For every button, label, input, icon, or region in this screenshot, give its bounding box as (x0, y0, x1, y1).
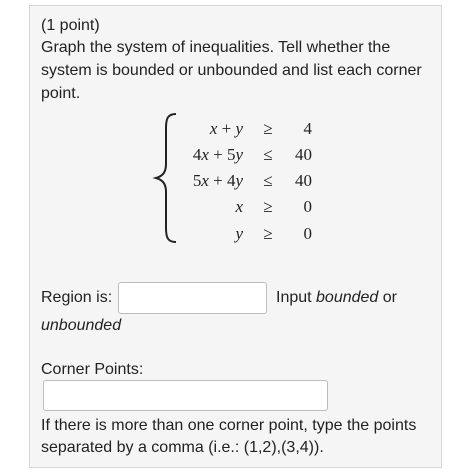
inequality-2-lhs: 4x + 5y (192, 145, 243, 164)
region-label: Region is: (41, 289, 113, 306)
inequality-5-rhs: 0 (303, 224, 312, 243)
prompt-line-1: Graph the system of inequalities. Tell whether the (41, 39, 391, 56)
inequality-2-rhs: 40 (295, 145, 312, 164)
region-hint-or: or (378, 289, 397, 306)
inequality-5-lhs: y (235, 224, 243, 243)
region-hint-unbounded-text: unbounded (41, 317, 122, 334)
corner-points-label: Corner Points: (41, 361, 144, 378)
inequality-1-rhs: 4 (303, 119, 312, 138)
points-label: (1 point) (41, 17, 100, 34)
region-hint-bounded: bounded (316, 289, 379, 306)
inequality-1-relation: ≥ (263, 119, 273, 138)
inequality-4-relation: ≥ (263, 197, 273, 216)
prompt-line-3: point. (41, 85, 81, 102)
region-hint-unbounded (41, 316, 121, 336)
inequality-3-relation: ≤ (263, 171, 273, 190)
region-hint-prefix: Input (276, 289, 317, 306)
corner-help-line-2: separated by a comma (i.e.: (1,2),(3,4)). (41, 439, 324, 456)
inequality-2-relation: ≤ (263, 145, 273, 164)
inequality-4-rhs: 0 (303, 197, 312, 216)
region-input[interactable] (118, 282, 267, 314)
corner-help-line-1: If there is more than one corner point, type the points (41, 417, 417, 434)
prompt-line-2: system is bounded or unbounded and list each corner (41, 62, 422, 79)
inequality-3-rhs: 40 (295, 171, 312, 190)
inequality-3-lhs: 5x + 4y (192, 171, 243, 190)
inequality-4-lhs: x (235, 197, 243, 216)
corner-points-input[interactable] (43, 380, 328, 411)
inequality-1-lhs: x + y (209, 119, 243, 138)
inequality-5-relation: ≥ (263, 224, 273, 243)
region-hint (276, 288, 397, 308)
